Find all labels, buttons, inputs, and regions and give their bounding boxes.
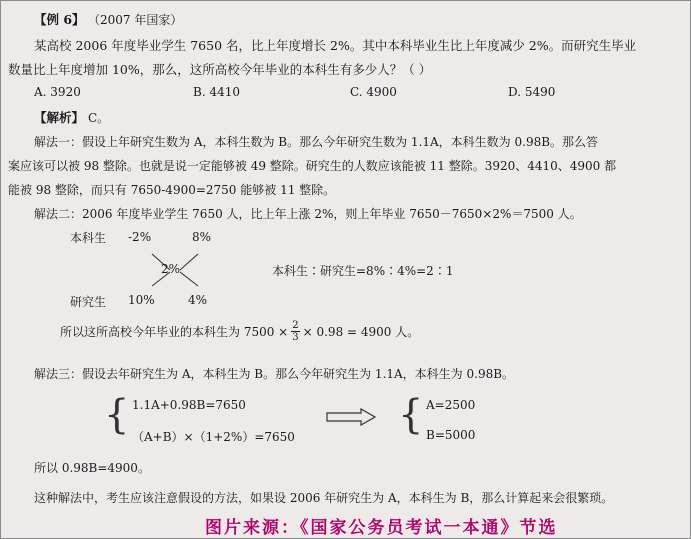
- fraction-denominator: 3: [292, 332, 299, 343]
- cross-line-tr: [180, 254, 198, 270]
- method2-conclusion: [60, 320, 419, 343]
- method1-line-3: 能被 98 整除，而只有 7650-4900=2750 能够被 11 整除。: [8, 183, 336, 197]
- fraction-numerator: 2: [292, 320, 299, 331]
- cross-center-value: 2%: [161, 262, 181, 276]
- fraction: [291, 320, 299, 343]
- cross-line-br: [180, 272, 198, 286]
- option-d: D. 5490: [508, 85, 556, 99]
- ratio-text: 本科生∶研究生=8%∶4%=2∶1: [272, 264, 454, 278]
- method1-line-1: 解法一：假设上年研究生数为 A，本科生数为 B。那么今年研究生数为 1.1A，本科生数为 0.98B。那么答: [34, 135, 599, 149]
- method3-line-1: 解法三：假设去年研究生为 A，本科生为 B。那么今年研究生为 1.1A，本科生为 0.98B。: [34, 367, 515, 381]
- left-brace-icon: {: [104, 392, 130, 438]
- cross-top-right-value: 8%: [192, 230, 212, 244]
- method2-line-1: 解法二：2006 年度毕业学生 7650 人，比上年上涨 2%，则上年毕业 7650－7650×2%＝7500 人。: [34, 207, 582, 221]
- analysis-answer: C。: [88, 111, 110, 125]
- cross-bottom-left-value: 10%: [128, 293, 155, 307]
- option-a: A. 3920: [34, 85, 81, 99]
- method3-result: 所以 0.98B=4900。: [34, 461, 150, 475]
- question-line-2: 数量比上年度增加 10%，那么，这所高校今年毕业的本科生有多少人？（ ）: [8, 62, 432, 77]
- cross-top-left-value: -2%: [128, 230, 152, 244]
- example-source: （2007 年国家）: [88, 13, 183, 27]
- equation-2: （A+B）×（1+2%）=7650: [132, 430, 295, 444]
- cross-bottom-left-label: 研究生: [70, 295, 107, 309]
- cross-bottom-right-value: 4%: [188, 293, 208, 307]
- source-watermark: 图片来源：《国家公务员考试一本通》节选: [205, 518, 558, 538]
- question-line-1: 某高校 2006 年度毕业学生 7650 名，比上年度增长 2%。其中本科毕业生比上年度减少 2%。而研究生毕业: [34, 38, 637, 53]
- right-brace-icon: {: [398, 392, 424, 438]
- conclusion-prefix: 所以这所高校今年毕业的本科生为 7500 ×: [60, 325, 289, 339]
- solution-a: A=2500: [426, 398, 476, 412]
- option-c: C. 4900: [350, 85, 397, 99]
- option-b: B. 4410: [193, 85, 240, 99]
- note-text: 这种解法中，考生应该注意假设的方法，如果设 2006 年研究生为 A，本科生为 B，那么计算起来会很繁琐。: [34, 491, 614, 505]
- example-label: 【例 6】: [34, 12, 85, 27]
- method1-line-2: 案应该可以被 98 整除。也就是说一定能够被 49 整除。研究生的人数应该能被 11 整除。3920、4410、4900 都: [8, 159, 617, 173]
- hollow-arrow-icon: [325, 408, 377, 426]
- cross-top-left-label: 本科生: [70, 231, 107, 245]
- analysis-label: 【解析】: [34, 110, 85, 125]
- solution-b: B=5000: [426, 428, 476, 442]
- conclusion-suffix: × 0.98 = 4900 人。: [302, 325, 420, 339]
- equation-1: 1.1A+0.98B=7650: [132, 398, 246, 412]
